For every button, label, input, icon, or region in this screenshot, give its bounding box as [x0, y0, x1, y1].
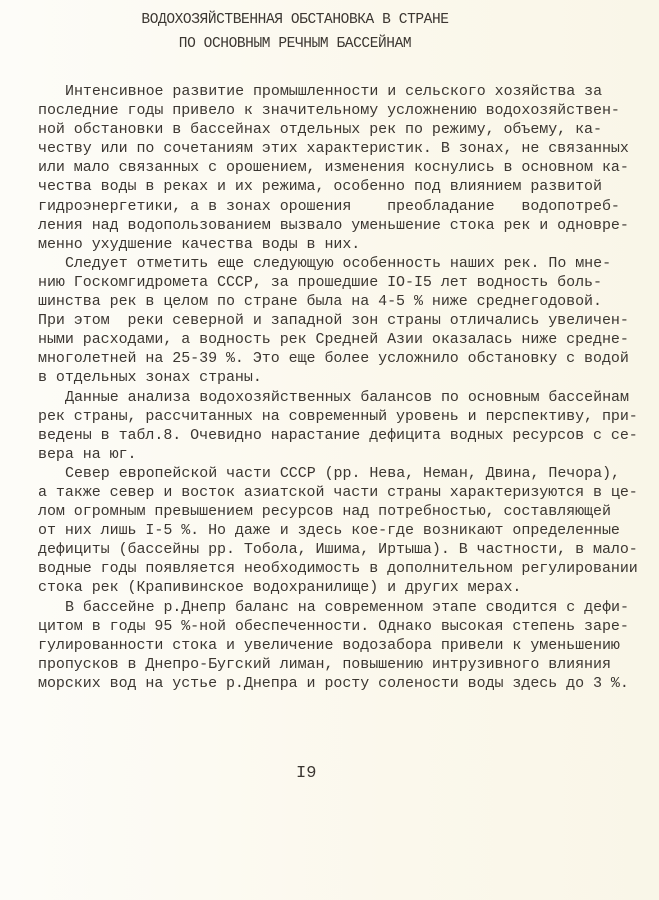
text-line: гулированности стока и увеличение водозабора привели к уменьшению — [38, 636, 620, 654]
text-line: Следует отметить еще следующую особенность наших рек. По мне- — [65, 254, 612, 272]
text-line: водные годы появляется необходимость в дополнительном регулировании — [38, 560, 638, 578]
paragraph — [38, 464, 638, 598]
text-line: нию Госкомгидромета СССР, за прошедшие IO-I5 лет водность боль- — [38, 273, 602, 291]
text-line: менно ухудшение качества воды в них. — [38, 235, 361, 253]
paragraph — [38, 254, 638, 388]
paragraph — [38, 82, 638, 254]
text-line: вера на юг. — [38, 445, 137, 463]
text-line: стока рек (Крапивинское водохранилище) и других мерах. — [38, 579, 522, 597]
text-line: пропусков в Днепро-Бугский лиман, повышению интрузивного влияния — [38, 655, 611, 673]
text-line: Север европейской части СССР (рр. Нева, Неман, Двина, Печора), — [65, 464, 620, 482]
heading-line-1: ВОДОХОЗЯЙСТВЕННАЯ ОБСТАНОВКА В СТРАНЕ — [141, 12, 449, 28]
text-line: ной обстановки в бассейнах отдельных рек по режиму, объему, ка- — [38, 121, 602, 139]
text-line: дефициты (бассейны рр. Тобола, Ишима, Иртыша). В частности, в мало- — [38, 541, 638, 559]
text-line: чества воды в реках и их режима, особенно под влиянием развитой — [38, 178, 602, 196]
text-line: в отдельных зонах страны. — [38, 369, 262, 387]
paragraph — [38, 598, 638, 693]
text-line: многолетней на 25-39 %. Это еще более усложнило обстановку с водой — [38, 350, 629, 368]
text-line: от них лишь I-5 %. Но даже и здесь кое-где возникают определенные — [38, 522, 620, 540]
text-line: лом огромным превышением ресурсов над потребностью, составляющей — [38, 503, 611, 521]
page-number: I9 — [296, 764, 317, 783]
text-line: честву или по сочетаниям этих характеристик. В зонах, не связанных — [38, 140, 629, 158]
text-line: а также север и восток азиатской части страны характеризуются в це- — [38, 483, 638, 501]
text-line: или мало связанных с орошением, изменения коснулись в основном ка- — [38, 159, 629, 177]
text-line: цитом в годы 95 %-ной обеспеченности. Однако высокая степень заре- — [38, 617, 629, 635]
text-line: рек страны, рассчитанных на современный уровень и перспективу, при- — [38, 407, 638, 425]
text-line: последние годы привело к значительному усложнению водохозяйствен- — [38, 102, 620, 120]
paragraph — [38, 388, 638, 464]
text-line: гидроэнергетики, а в зонах орошения преобладание водопотреб- — [38, 197, 620, 215]
text-line: Данные анализа водохозяйственных балансов по основным бассейнам — [65, 388, 629, 406]
text-line: ными расходами, а водность рек Средней Азии оказалась ниже средне- — [38, 331, 629, 349]
text-line: морских вод на устье р.Днепра и росту солености воды здесь до 3 %. — [38, 674, 629, 692]
text-line: шинства рек в целом по стране была на 4-5 % ниже среднегодовой. — [38, 293, 602, 311]
document-body — [38, 82, 638, 693]
text-line: ления над водопользованием вызвало уменьшение стока рек и одновре- — [38, 216, 629, 234]
text-line: При этом реки северной и западной зон страны отличались увеличен- — [38, 312, 629, 330]
heading-line-2: ПО ОСНОВНЫМ РЕЧНЫМ БАССЕЙНАМ — [178, 36, 412, 52]
text-line: В бассейне р.Днепр баланс на современном этапе сводится с дефи- — [65, 598, 629, 616]
text-line: ведены в табл.8. Очевидно нарастание дефицита водных ресурсов с се- — [38, 426, 638, 444]
text-line: Интенсивное развитие промышленности и сельского хозяйства за — [65, 83, 603, 100]
